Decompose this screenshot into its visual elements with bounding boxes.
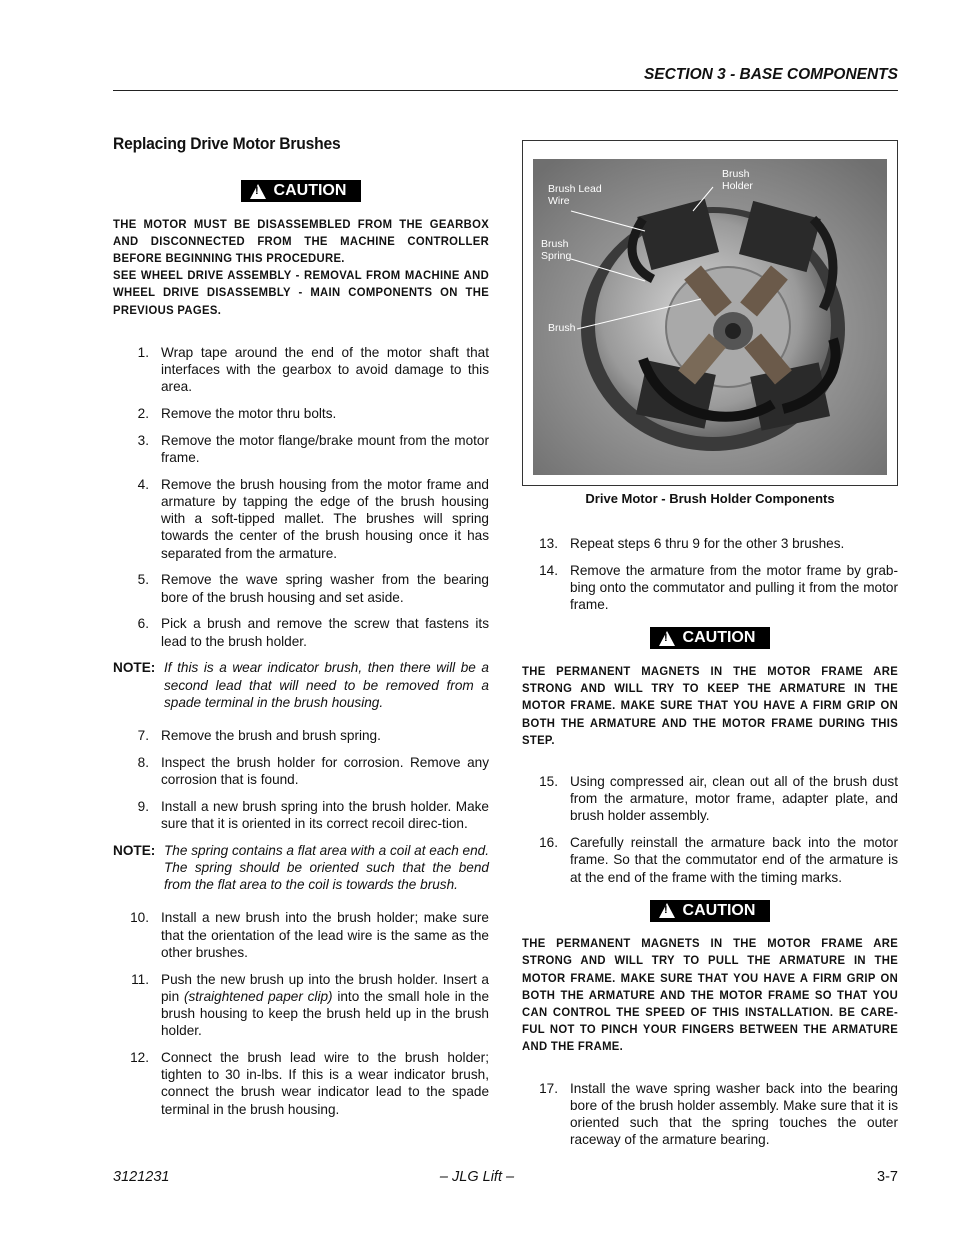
list-item [522,834,898,886]
list-item [113,476,489,562]
step-number: 16. [539,835,558,851]
caution-banner [522,627,898,651]
list-item [113,344,489,396]
step-text: Remove the wave spring washer from the bearing bore of the brush housing and set aside. [161,572,489,605]
step-number: 2. [137,405,149,421]
step-text-italic: (straightened paper clip) [183,988,333,1004]
step-number: 15. [539,773,558,789]
warning-triangle-icon [659,903,675,918]
steps-list [522,1080,898,1149]
list-item [113,1049,489,1118]
section-heading: Replacing Drive Motor Brushes [113,134,341,153]
section-title: SECTION 3 - BASE COMPONENTS [643,66,898,83]
step-text: Pick a brush and remove the screw that fastens its lead to the brush holder. [161,616,489,649]
list-item [113,727,489,744]
list-item [113,405,489,422]
caution-text: THE PERMANENT MAGNETS IN THE MOTOR FRAME ARE STRONG AND WILL TRY TO PULL THE ARMATURE IN THE MOTOR FRAME. MAKE SURE THAT YOU HAVE A FIRM GRIP ON BOTH THE ARMATURE AND THE MOTOR FRAME SO THAT YOU CAN CONTROL THE SPEED OF THIS INSTALLATION. BE CARE-FUL NOT TO PINCH YOUR FINGERS BETWEEN THE ARMATURE AND THE FRAME. [522,936,899,1054]
step-number: 4. [137,476,149,492]
caution-text: THE PERMANENT MAGNETS IN THE MOTOR FRAME ARE STRONG AND WILL TRY TO KEEP THE ARMATURE IN THE MOTOR FRAME. MAKE SURE THAT YOU HAVE A FIRM GRIP ON BOTH THE ARMATURE AND THE MOTOR FRAME DURING THIS STEP. [522,663,899,747]
note [113,842,489,894]
list-item [113,798,489,832]
list-item [522,773,898,825]
brush-holder-photo [533,159,887,475]
step-text [161,972,489,1039]
caution-text-part: SEE WHEEL DRIVE ASSEMBLY - REMOVAL FROM MACHINE AND WHEEL DRIVE DISASSEMBLY - MAIN COMPONENTS ON THE PREVIOUS PAGES. [113,268,490,317]
step-text: Repeat steps 6 thru 9 for the other 3 brushes. [570,536,845,551]
list-item [113,432,489,466]
brush-spring-label: Brush Spring [541,238,572,262]
list-item [113,754,489,788]
step-number: 17. [539,1080,558,1096]
note-text: If this is a wear indicator brush, then there will be a second lead that will need to be removed from a spade terminal in the brush housing. [164,660,489,710]
step-text: Using compressed air, clean out all of the brush dust from the armature, motor frame, adapter plate, and brush holder assembly. [570,773,898,824]
steps-list [522,535,898,613]
right-column [522,140,898,1158]
step-text: Install a new brush spring into the brush holder. Make sure that it is oriented in its correct recoil direc-tion. [161,798,489,831]
step-text: Inspect the brush holder for corrosion. Remove any corrosion that is found. [161,754,489,787]
brush-holder-label: Brush Holder [722,168,753,192]
step-number: 14. [539,562,558,578]
warning-triangle-icon [659,631,675,646]
caution-text [113,216,489,319]
steps-list [113,909,489,1117]
list-item [113,909,489,961]
note-label: NOTE: [113,842,156,858]
page-number: 3-7 [877,1169,898,1185]
list-item [113,971,489,1040]
list-item [522,1080,898,1149]
caution-badge [241,180,362,202]
brush-label: Brush [548,322,576,334]
left-column [113,134,489,1127]
step-number: 3. [137,432,149,448]
figure-caption: Drive Motor - Brush Holder Components [585,491,835,506]
step-text: Wrap tape around the end of the motor shaft that interfaces with the gearbox to avoid damage to this area. [161,344,489,395]
step-number: 7. [137,727,149,743]
caution-banner [113,180,489,204]
step-text: Remove the brush housing from the motor frame and armature by tapping the edge of the brush housing with a soft-tipped mallet. The brushes will spring towards the center of the brush housing once it has separated from the armature. [161,476,489,561]
caution-label: CAUTION [273,182,347,199]
figure-frame [522,140,898,486]
list-item [113,615,489,649]
caution-badge [650,900,771,922]
step-number: 11. [131,971,149,987]
warning-triangle-icon [250,184,266,199]
step-text: Install a new brush into the brush holder; make sure that the orientation of the lead wire is the same as the other brushes. [161,910,489,960]
brush-lead-wire-label: Brush Lead Wire [548,183,602,207]
step-text: Remove the brush and brush spring. [161,727,381,743]
list-item [113,571,489,605]
list-item [522,535,898,552]
caution-label: CAUTION [682,629,756,647]
step-text: Carefully reinstall the armature back into the motor frame. So that the commutator end of the armature is at the end of the frame with the timing marks. [570,835,898,885]
step-text: Remove the armature from the motor frame by grab-bing onto the commutator and pulling it from the motor frame. [570,562,898,613]
step-text: Install the wave spring washer back into the bearing bore of the brush holder assembly. Make sure that it is oriented such that the spring touches the outer raceway of the armature bearing. [570,1080,898,1148]
caution-label: CAUTION [682,901,756,919]
caution-badge [650,627,771,649]
step-number: 1. [137,344,149,360]
step-text: Remove the motor flange/brake mount from the motor frame. [161,432,489,465]
step-text: Connect the brush lead wire to the brush holder; tighten to 30 in-lbs. If this is a wear indicator brush, connect the brush wear indicator lead to the spade terminal in the brush housing. [161,1049,489,1117]
step-text: Remove the motor thru bolts. [161,405,337,421]
step-number: 12. [130,1049,149,1065]
steps-list [522,773,898,886]
step-number: 9. [137,798,149,814]
page-header [113,66,898,91]
footer-center: – JLG Lift – [439,1169,515,1185]
steps-list [113,344,489,650]
footer-doc-number: 3121231 [113,1169,170,1185]
step-number: 5. [137,572,149,588]
step-text-part: Push the new brush up into the brush holder. Insert a pin [161,971,489,1004]
note [113,659,489,711]
list-item [522,562,898,614]
caution-banner [522,900,898,924]
step-number: 10. [130,910,149,926]
step-text-part: into the small hole in the brush housing to keep the brush held up in the brush holder. [161,988,490,1039]
note-text: The spring contains a flat area with a coil at each end. The spring should be oriented such that the bend from the flat area to the coil is towards the brush. [164,842,489,893]
step-number: 8. [137,754,149,770]
step-number: 13. [539,536,558,551]
caution-text-part: THE MOTOR MUST BE DISASSEMBLED FROM THE GEARBOX AND DISCONNECTED FROM THE MACHINE CONTROLLER BEFORE BEGINNING THIS PROCEDURE. [113,216,490,265]
step-number: 6. [137,616,149,632]
steps-list [113,727,489,832]
note-label: NOTE: [113,660,156,676]
